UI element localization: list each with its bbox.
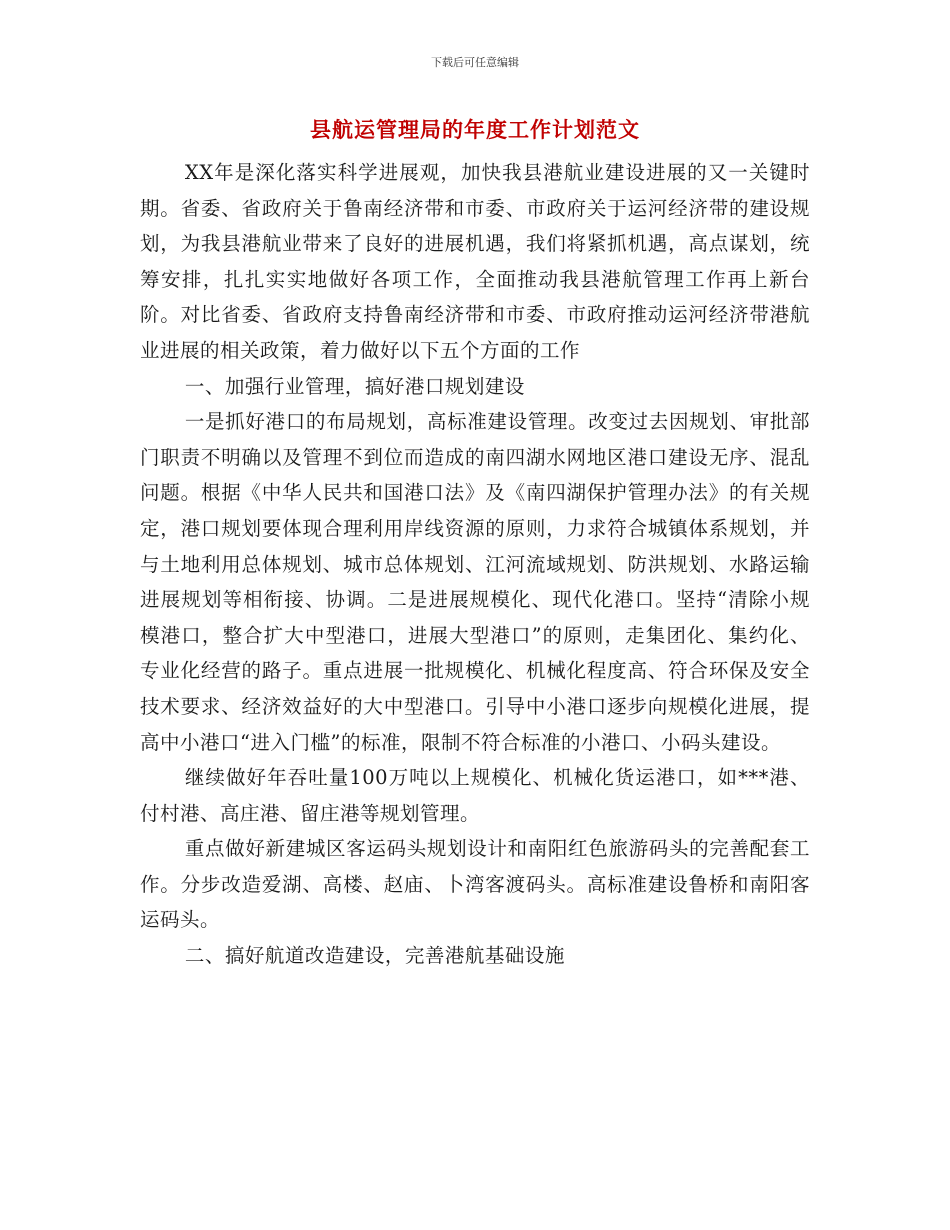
document-body <box>140 155 810 974</box>
paragraph-port-planning: 一是抓好港口的布局规划，高标准建设管理。改变过去因规划、审批部门职责不明确以及管理不到位而造成的南四湖水网地区港口建设无序、混乱问题。根据《中华人民共和国港口法》及《南四湖保护管理办法》的有关规定，港口规划要体现合理利用岸线资源的原则，力求符合城镇体系规划，并与土地利用总体规划、城市总体规划、江河流域规划、防洪规划、水路运输进展规划等相衔接、协调。二是进展规模化、现代化港口。坚持“清除小规模港口，整合扩大中型港口，进展大型港口”的原则，走集团化、集约化、专业化经营的路子。重点进展一批规模化、机械化程度高、符合环保及安全技术要求、经济效益好的大中型港口。引导中小港口逐步向规模化进展，提高中小港口“进入门槛”的标准，限制不符合标准的小港口、小码头建设。 <box>140 410 810 754</box>
document-title: 县航运管理局的年度工作计划范文 <box>310 117 640 142</box>
paragraph-cargo-ports: 继续做好年吞吐量100万吨以上规模化、机械化货运港口，如***港、付村港、高庄港、留庄港等规划管理。 <box>140 766 810 825</box>
header-note: 下载后可任意编辑 <box>431 56 519 69</box>
paragraph-intro: XX年是深化落实科学进展观，加快我县港航业建设进展的又一关键时期。省委、省政府关于鲁南经济带和市委、市政府关于运河经济带的建设规划，为我县港航业带来了良好的进展机遇，我们将紧抓机遇，高点谋划，统筹安排，扎扎实实地做好各项工作，全面推动我县港航管理工作再上新台阶。对比省委、省政府支持鲁南经济带和市委、市政府推动运河经济带港航业进展的相关政策，着力做好以下五个方面的工作 <box>140 161 810 362</box>
section-heading-2: 二、搞好航道改造建设，完善港航基础设施 <box>184 944 565 968</box>
paragraph-passenger-docks: 重点做好新建城区客运码头规划设计和南阳红色旅游码头的完善配套工作。分步改造爱湖、高楼、赵庙、卜湾客渡码头。高标准建设鲁桥和南阳客运码头。 <box>140 837 810 932</box>
section-heading-1: 一、加强行业管理，搞好港口规划建设 <box>184 374 525 398</box>
